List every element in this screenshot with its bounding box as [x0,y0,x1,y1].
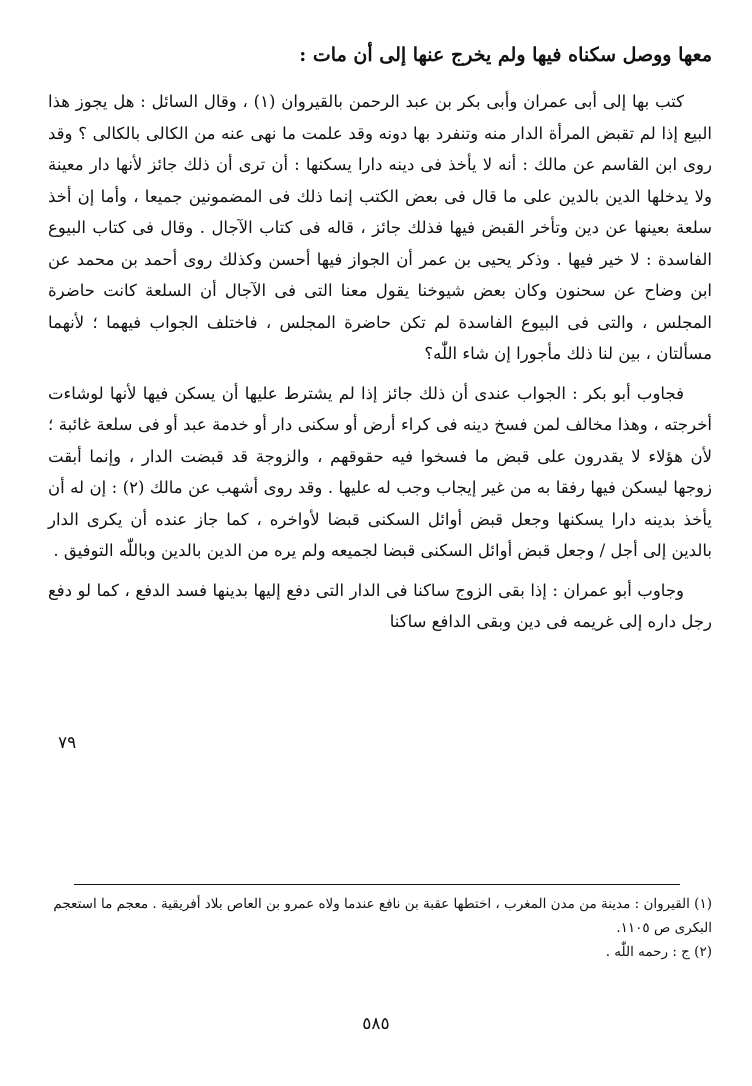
page-number: ٥٨٥ [362,1014,390,1034]
main-text [48,86,712,638]
paragraph-abu-bakr-answer: فجاوب أبو بكر : الجواب عندى أن ذلك جائز إذا لم يشترط عليها أن يسكن فيها لأنها لوشاءت أخرجته ، وهذا مخالف لمن فسخ دينه فى كراء أرض أو سكنى دار أو خدمة عبد أو فى سلعة غائبة ؛ لأن هؤلاء لا يقدرون على قبض ما فسخوا فيه حقوقهم ، والزوجة قد قبضت الدار ، وإنما أبقت زوجها ليسكن فيها رفقا به من غير إيجاب وجب له عليها . وقد روى أشهب عن مالك (٢) : إن له أن يأخذ بدينه دارا يسكنها وجعل قبض أوائل السكنى قبضا لأواخره ، كما جاز عنده أن يكرى الدار بالدين إلى أجل / وجعل قبض أوائل السكنى قبضا لجميعه ولم يره من الدين بالدين وباللّٰه التوفيق . [48,383,712,560]
footnotes [48,892,712,964]
footnote-2: (٢) ج : رحمه اللّٰه . [605,944,712,960]
continuation-heading: معها ووصل سكناه فيها ولم يخرج عنها إلى أن مات : [299,44,712,66]
footnote-divider [74,884,680,885]
paragraph-abu-imran-answer: وجاوب أبو عمران : إذا بقى الزوج ساكنا فى الدار التى دفع إليها بدينها فسد الدفع ، كما لو دفع رجل داره إلى غريمه فى دين وبقى الدافع ساكنا [48,580,712,631]
footnote-1: (١) القيروان : مدينة من مدن المغرب ، اختطها عقبة بن نافع عندما ولاه عمرو بن العاص بلاد أفريقية . معجم ما استعجم البكرى ص ١١٠٥. [53,896,712,936]
margin-folio-number: ٧٩ [58,733,77,753]
paragraph-question: كتب بها إلى أبى عمران وأبى بكر بن عبد الرحمن بالقيروان (١) ، وقال السائل : هل يجوز هذا البيع إذا لم تقبض المرأة الدار منه وتنفرد بها دونه وقد علمت ما نهى عنه من الكالى بالكالى ؟ وقد روى ابن القاسم عن مالك : أنه لا يأخذ فى دينه دارا يسكنها : أن ترى أن ذلك جائز لأنها دار معينة ولا يدخلها الدين بالدين على ما قال فى بعض الكتب إنما ذلك فى المضمونين جميعا ، وأما إن أخذ سلعة بعينها عن دين وتأخر القبض فيها فذلك جائز ، قاله فى كتاب الآجال . وقال فى كتاب البيوع الفاسدة : لا خير فيها . وذكر يحيى بن عمر أن الجواز فيها أحسن وكذلك روى أحمد بن محمد عن ابن وضاح عن سحنون وكان بعض شيوخنا يقول معنا التى فى الآجال أن السلعة كانت حاضرة المجلس ، والتى فى البيوع الفاسدة لم تكن حاضرة المجلس ، فاختلف الجواب فيهما ؛ لأنهما مسألتان ، بين لنا ذلك مأجورا إن شاء اللّٰه؟ [48,92,712,363]
